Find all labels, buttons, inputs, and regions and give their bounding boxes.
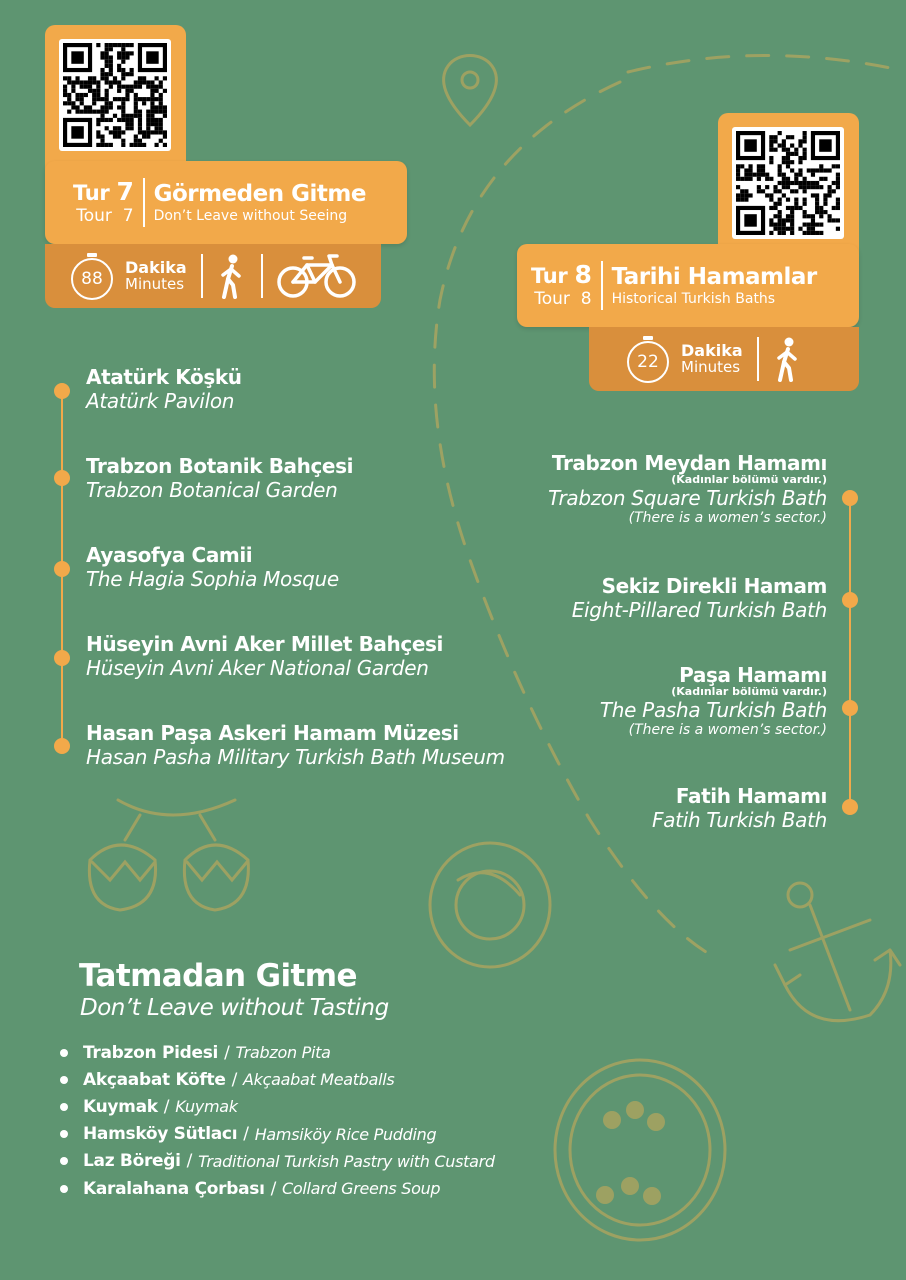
food-name-en: Traditional Turkish Pastry with Custard [198,1151,495,1171]
food-name-en: Kuymak [175,1097,238,1117]
tour7-duration-card [45,244,381,308]
tour8-title-card [517,244,859,327]
tour7-stop [86,632,443,680]
tour8-stop [572,574,827,622]
tour7-title-tr: Görmeden Gitme [153,181,366,208]
tour8-minutes: 22 [627,341,669,383]
stop-name-en: Fatih Turkish Bath [652,808,827,832]
bullet [60,1157,68,1165]
food-name-tr: Kuymak [83,1096,158,1117]
dashed-route-path [628,55,900,72]
tour7-dakika: Dakika [125,257,187,277]
stop-name-en: Hüseyin Avni Aker National Garden [86,656,429,680]
tour8-tur-label: Tur [531,264,568,289]
timeline-dot [54,383,70,399]
anchor-icon [775,883,900,1021]
tour8-title-en: Historical Turkish Baths [611,290,776,307]
stop-note-tr: (Kadınlar bölümü vardır.) [671,473,827,486]
food-list [60,1039,495,1202]
stop-name-tr: Trabzon Botanik Bahçesi [86,454,354,478]
tour7-stop [86,543,339,591]
location-pin-icon [444,56,497,126]
separator: / [224,1042,230,1063]
separator: / [231,1069,238,1090]
timeline-dot [842,490,858,506]
tour7-title-card [45,161,407,244]
tour7-title-block [145,181,366,224]
stopwatch-icon [627,335,671,383]
stop-name-tr: Ayasofya Camii [86,543,253,567]
timeline-dot [842,799,858,815]
separator: / [186,1151,193,1172]
tasting-subtitle: Don’t Leave without Tasting [80,995,389,1021]
stop-note-en: (There is a women’s sector.) [628,722,827,739]
bullet [60,1049,68,1057]
stop-name-en: Trabzon Square Turkish Bath [548,486,827,511]
bullet [60,1130,68,1138]
list-item [60,1175,495,1202]
tour8-timeline-line [849,497,851,809]
tour8-stop [652,784,827,832]
stop-note-tr: (Kadınlar bölümü vardır.) [671,685,827,698]
list-item [60,1121,495,1148]
timeline-dot [54,561,70,577]
stop-name-en: Atatürk Pavilon [86,389,235,413]
bullet [60,1185,68,1193]
list-item [60,1093,495,1120]
separator: / [270,1178,277,1199]
divider [261,254,263,298]
tour8-duration-label [681,340,743,376]
tour8-minutes-en: Minutes [681,357,741,376]
tour7-minutes-en: Minutes [125,274,185,293]
tour7-number-block [73,178,145,226]
stop-name-tr: Trabzon Meydan Hamamı [551,451,827,475]
bullet [60,1076,68,1084]
tour8-tur-number: 8 [574,260,592,290]
stop-name-en: The Hagia Sophia Mosque [86,567,339,591]
stop-name-tr: Hasan Paşa Askeri Hamam Müzesi [86,721,459,745]
tour7-qr-code[interactable] [59,39,171,151]
divider [201,254,203,298]
list-item [60,1066,495,1093]
stop-name-en: Hasan Pasha Military Turkish Bath Museum [86,745,505,769]
pide-icon [555,1060,725,1240]
stop-name-tr: Fatih Hamamı [675,784,827,808]
divider [757,337,759,381]
list-item [60,1148,495,1175]
timeline-dot [54,650,70,666]
food-name-tr: Trabzon Pidesi [83,1042,219,1063]
food-name-en: Collard Greens Soup [282,1179,441,1199]
walk-icon [773,336,803,382]
tour8-title-tr: Tarihi Hamamlar [611,264,817,291]
separator: / [163,1096,170,1117]
stop-name-en: Eight-Pillared Turkish Bath [571,598,827,622]
tour8-duration-card [589,327,859,391]
stopwatch-icon [71,252,115,300]
tour7-tur-label: Tur [73,181,110,206]
tour8-title-block [603,264,817,307]
food-name-en: Akçaabat Meatballs [243,1070,395,1090]
stop-name-en: The Pasha Turkish Bath [599,698,827,723]
food-name-tr: Karalahana Çorbası [83,1178,265,1199]
tour8-tour-en: Tour 8 [534,289,592,310]
food-name-tr: Hamsköy Sütlacı [83,1124,238,1145]
food-name-en: Hamsiköy Rice Pudding [254,1124,437,1144]
stop-name-tr: Sekiz Direkli Hamam [601,574,827,598]
timeline-dot [842,700,858,716]
food-name-tr: Laz Böreği [83,1151,181,1172]
tour7-tour-en: Tour 7 [76,206,134,227]
hazelnut-icon [89,800,248,910]
qr-code-icon [63,43,167,147]
tasting-title: Tatmadan Gitme [79,958,357,994]
bullet [60,1103,68,1111]
tour8-dakika: Dakika [681,340,743,360]
tour7-duration-label [125,257,187,293]
tour8-stop [600,663,827,739]
tour7-stop [86,721,505,769]
tour7-stop [86,454,353,502]
timeline-dot [54,738,70,754]
timeline-dot [842,592,858,608]
tour7-stop [86,365,242,413]
tour7-minutes: 88 [71,258,113,300]
food-name-en: Trabzon Pita [235,1043,331,1063]
walk-icon [217,253,247,299]
timeline-dot [54,470,70,486]
tour8-number-block [531,261,603,309]
qr-code-icon [736,131,840,235]
tour8-stop [548,451,827,527]
separator: / [243,1124,249,1145]
pastry-icon [430,843,550,967]
list-item [60,1039,495,1066]
stop-name-tr: Hüseyin Avni Aker Millet Bahçesi [86,632,443,656]
tour7-tur-number: 7 [116,177,134,207]
bicycle-icon [277,253,357,299]
stop-note-en: (There is a women’s sector.) [628,510,827,527]
food-name-tr: Akçaabat Köfte [83,1069,226,1090]
stop-name-tr: Paşa Hamamı [679,663,827,687]
tour7-title-en: Don’t Leave without Seeing [153,207,348,224]
tour8-qr-code[interactable] [732,127,844,239]
stop-name-en: Trabzon Botanical Garden [86,478,338,502]
stop-name-tr: Atatürk Köşkü [86,365,242,389]
